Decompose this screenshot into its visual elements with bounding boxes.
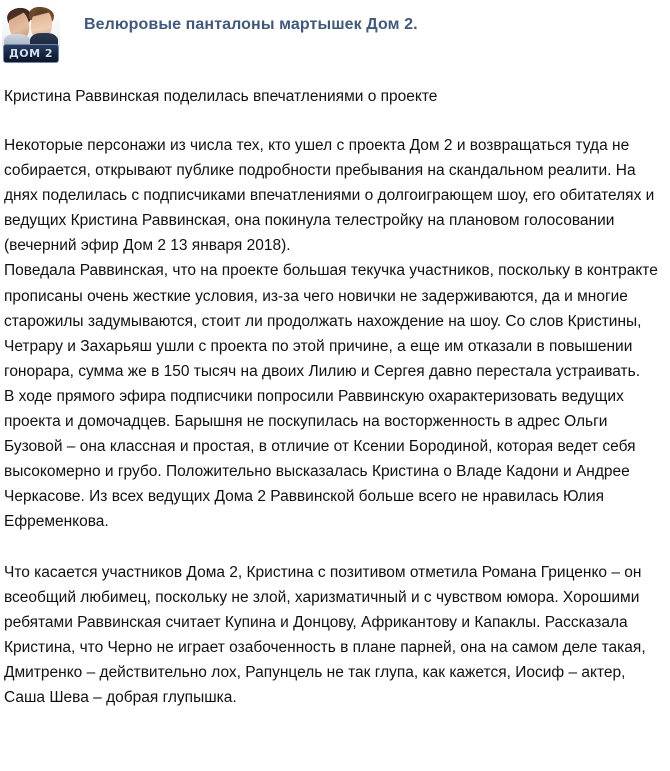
article-paragraph: Некоторые персонажи из числа тех, кто ушел с проекта Дом 2 и возвращаться туда не собирается, открывают публике подробности пребывания на скандальном реалити. На днях поделилась с подписчиками впечатлениями о долгоиграющем шоу, его обитателях и ведущих Кристина Раввинская, она покинула телестройку на плановом голосовании (вечерний эфир Дом 2 13 января 2018). — [4, 137, 655, 255]
dom-2-logo-avatar — [2, 6, 60, 64]
dom-2-banner-text: ДОМ 2 — [8, 47, 54, 60]
page-title: Велюровые панталоны мартышек Дом 2. — [84, 16, 418, 33]
post-header — [0, 0, 670, 66]
article-paragraph: Что касается участников Дома 2, Кристина с позитивом отметила Романа Гриценко – он всеобщий любимец, поскольку не злой, харизматичный и с чувством юмора. Хорошими ребятами Раввинская считает Купина и Донцову, Африкантову и Капаклы. Рассказала Кристина, что Черно не играет озабоченность в плане парней, она на самом деле такая, Дмитренко – действительно лох, Рапунцель не так глупа, как кажется, Иосиф – актер, Саша Шева – добрая глупышка. — [4, 563, 646, 706]
article-paragraph: В ходе прямого эфира подписчики попросили Раввинскую охарактеризовать ведущих проекта и домочадцев. Барышня не поскупилась на восторженность в адрес Ольги Бузовой – она классная и простая, в отличие от Ксении Бородиной, которая ведет себя высокомерно и грубо. Положительно высказалась Кристина о Владе Кадони и Андрее Черкасове. Из всех ведущих Дома 2 Раввинской больше всего не нравилась Юлия Ефременкова. — [4, 387, 636, 531]
article-paragraph: Поведала Раввинская, что на проекте большая текучка участников, поскольку в контракте прописаны очень жесткие условия, из-за чего новички не задерживаются, да и многие старожилы задумываются, стоит ли продолжать нахождение на шоу. Со слов Кристины, Четрару и Захарьяш ушли с проекта по этой причине, а еще им отказали в повышении гонорара, сумма же в 150 тысяч на двоих Лилию и Сергея давно перестала устраивать. — [4, 262, 658, 380]
article-lead: Кристина Раввинская поделилась впечатлениями о проекте — [4, 88, 438, 105]
article-body — [4, 133, 664, 710]
dom-2-banner — [3, 44, 59, 63]
